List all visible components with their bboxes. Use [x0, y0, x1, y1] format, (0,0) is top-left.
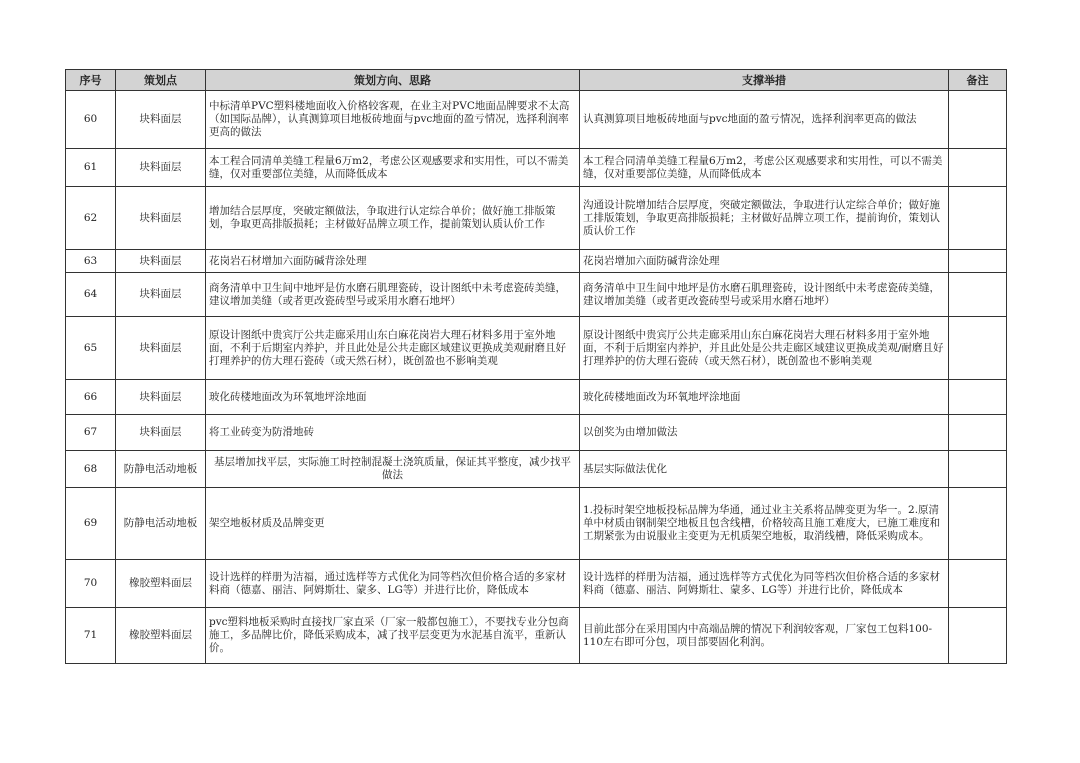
row-note	[949, 560, 1007, 608]
row-measure: 1.投标时架空地板投标品牌为华通，通过业主关系将品牌变更为华一。2.原清单中材质由钢制架空地板且包含线槽，价格较高且施工难度大，已施工难度和工期紧张为由说服业主变更为无机质架空地板，取消线槽，降低采购成本。	[580, 488, 949, 560]
row-direction: 增加结合层厚度，突破定额做法，争取进行认定综合单价；做好施工排版策划，争取更高排版损耗；主材做好品牌立项工作，提前策划认质认价工作	[206, 187, 580, 250]
row-no: 61	[66, 149, 116, 187]
row-point: 防静电活动地板	[116, 451, 206, 488]
table-row	[66, 187, 1007, 250]
table-row	[66, 415, 1007, 451]
table-row	[66, 608, 1007, 664]
row-note	[949, 250, 1007, 273]
row-direction: 架空地板材质及品牌变更	[206, 488, 580, 560]
row-no: 66	[66, 380, 116, 415]
row-direction: 原设计图纸中贵宾厅公共走廊采用山东白麻花岗岩大理石材料多用于室外地面，不利于后期室内养护，并且此处是公共走廊区域建议更换成美观耐磨且好打理养护的仿大理石瓷砖（或天然石材），既创盈也不影响美观	[206, 317, 580, 380]
row-point: 块料面层	[116, 91, 206, 149]
header-point: 策划点	[116, 70, 206, 91]
row-measure: 基层实际做法优化	[580, 451, 949, 488]
table-header-row	[66, 70, 1007, 91]
row-no: 71	[66, 608, 116, 664]
row-note	[949, 187, 1007, 250]
row-point: 块料面层	[116, 317, 206, 380]
row-no: 64	[66, 273, 116, 317]
row-point: 橡胶塑料面层	[116, 608, 206, 664]
row-measure: 沟通设计院增加结合层厚度，突破定额做法，争取进行认定综合单价；做好施工排版策划，争取更高排版损耗；主材做好品牌立项工作，提前询价，策划认质认价工作	[580, 187, 949, 250]
row-measure: 以创奖为由增加做法	[580, 415, 949, 451]
row-note	[949, 380, 1007, 415]
row-point: 橡胶塑料面层	[116, 560, 206, 608]
row-direction: 商务清单中卫生间中地坪是仿水磨石肌理瓷砖，设计图纸中未考虑瓷砖美缝，建议增加美缝（或者更改瓷砖型号或采用水磨石地坪）	[206, 273, 580, 317]
table-row	[66, 273, 1007, 317]
row-measure: 本工程合同清单美缝工程量6万m2，考虑公区观感要求和实用性，可以不需美缝，仅对重要部位美缝，从而降低成本	[580, 149, 949, 187]
row-measure: 设计选样的样册为洁福，通过选样等方式优化为同等档次但价格合适的多家材料商（德嘉、丽洁、阿姆斯壮、蒙多、LG等）并进行比价，降低成本	[580, 560, 949, 608]
row-no: 70	[66, 560, 116, 608]
table-row	[66, 91, 1007, 149]
row-measure: 玻化砖楼地面改为环氧地坪涂地面	[580, 380, 949, 415]
row-no: 65	[66, 317, 116, 380]
row-measure: 认真测算项目地板砖地面与pvc地面的盈亏情况，选择利润率更高的做法	[580, 91, 949, 149]
row-direction: 本工程合同清单美缝工程量6万m2，考虑公区观感要求和实用性，可以不需美缝，仅对重要部位美缝，从而降低成本	[206, 149, 580, 187]
row-no: 68	[66, 451, 116, 488]
row-note	[949, 317, 1007, 380]
table-row	[66, 488, 1007, 560]
row-point: 块料面层	[116, 250, 206, 273]
row-note	[949, 488, 1007, 560]
row-note	[949, 415, 1007, 451]
row-measure: 目前此部分在采用国内中高端品牌的情况下利润较客观，厂家包工包料100-110左右即可分包，项目部要固化利润。	[580, 608, 949, 664]
row-direction: pvc塑料地板采购时直接找厂家直采（厂家一般都包施工），不要找专业分包商施工，多品牌比价，降低采购成本，减了找平层变更为水泥基自流平，重新认价。	[206, 608, 580, 664]
header-no: 序号	[66, 70, 116, 91]
table-row	[66, 149, 1007, 187]
row-direction: 设计选样的样册为洁福，通过选样等方式优化为同等档次但价格合适的多家材料商（德嘉、丽洁、阿姆斯壮、蒙多、LG等）并进行比价，降低成本	[206, 560, 580, 608]
row-no: 67	[66, 415, 116, 451]
header-measure: 支撑举措	[580, 70, 949, 91]
row-no: 62	[66, 187, 116, 250]
row-note	[949, 273, 1007, 317]
row-no: 63	[66, 250, 116, 273]
row-point: 块料面层	[116, 273, 206, 317]
row-direction: 中标清单PVC塑料楼地面收入价格较客观，在业主对PVC地面品牌要求不太高（如国际品牌），认真测算项目地板砖地面与pvc地面的盈亏情况，选择利润率更高的做法	[206, 91, 580, 149]
row-note	[949, 451, 1007, 488]
row-note	[949, 91, 1007, 149]
table-row	[66, 560, 1007, 608]
table-row	[66, 317, 1007, 380]
row-measure: 花岗岩增加六面防碱背涂处理	[580, 250, 949, 273]
table-row	[66, 380, 1007, 415]
header-note: 备注	[949, 70, 1007, 91]
row-note	[949, 149, 1007, 187]
row-direction: 花岗岩石材增加六面防碱背涂处理	[206, 250, 580, 273]
row-point: 防静电活动地板	[116, 488, 206, 560]
row-direction: 玻化砖楼地面改为环氧地坪涂地面	[206, 380, 580, 415]
table-row	[66, 250, 1007, 273]
row-point: 块料面层	[116, 380, 206, 415]
row-no: 60	[66, 91, 116, 149]
header-direction: 策划方向、思路	[206, 70, 580, 91]
row-point: 块料面层	[116, 149, 206, 187]
row-point: 块料面层	[116, 415, 206, 451]
row-no: 69	[66, 488, 116, 560]
planning-table	[65, 69, 1007, 664]
row-note	[949, 608, 1007, 664]
row-point: 块料面层	[116, 187, 206, 250]
row-measure: 原设计图纸中贵宾厅公共走廊采用山东白麻花岗岩大理石材料多用于室外地面，不利于后期室内养护，并且此处是公共走廊区域建议更换成美观/耐磨且好打理养护的仿大理石瓷砖（或天然石材），既创盈也不影响美观	[580, 317, 949, 380]
row-direction: 将工业砖变为防滑地砖	[206, 415, 580, 451]
row-measure: 商务清单中卫生间中地坪是仿水磨石肌理瓷砖，设计图纸中未考虑瓷砖美缝，建议增加美缝（或者更改瓷砖型号或采用水磨石地坪）	[580, 273, 949, 317]
row-direction: 基层增加找平层，实际施工时控制混凝土浇筑质量，保证其平整度，减少找平做法	[206, 451, 580, 488]
table-row	[66, 451, 1007, 488]
